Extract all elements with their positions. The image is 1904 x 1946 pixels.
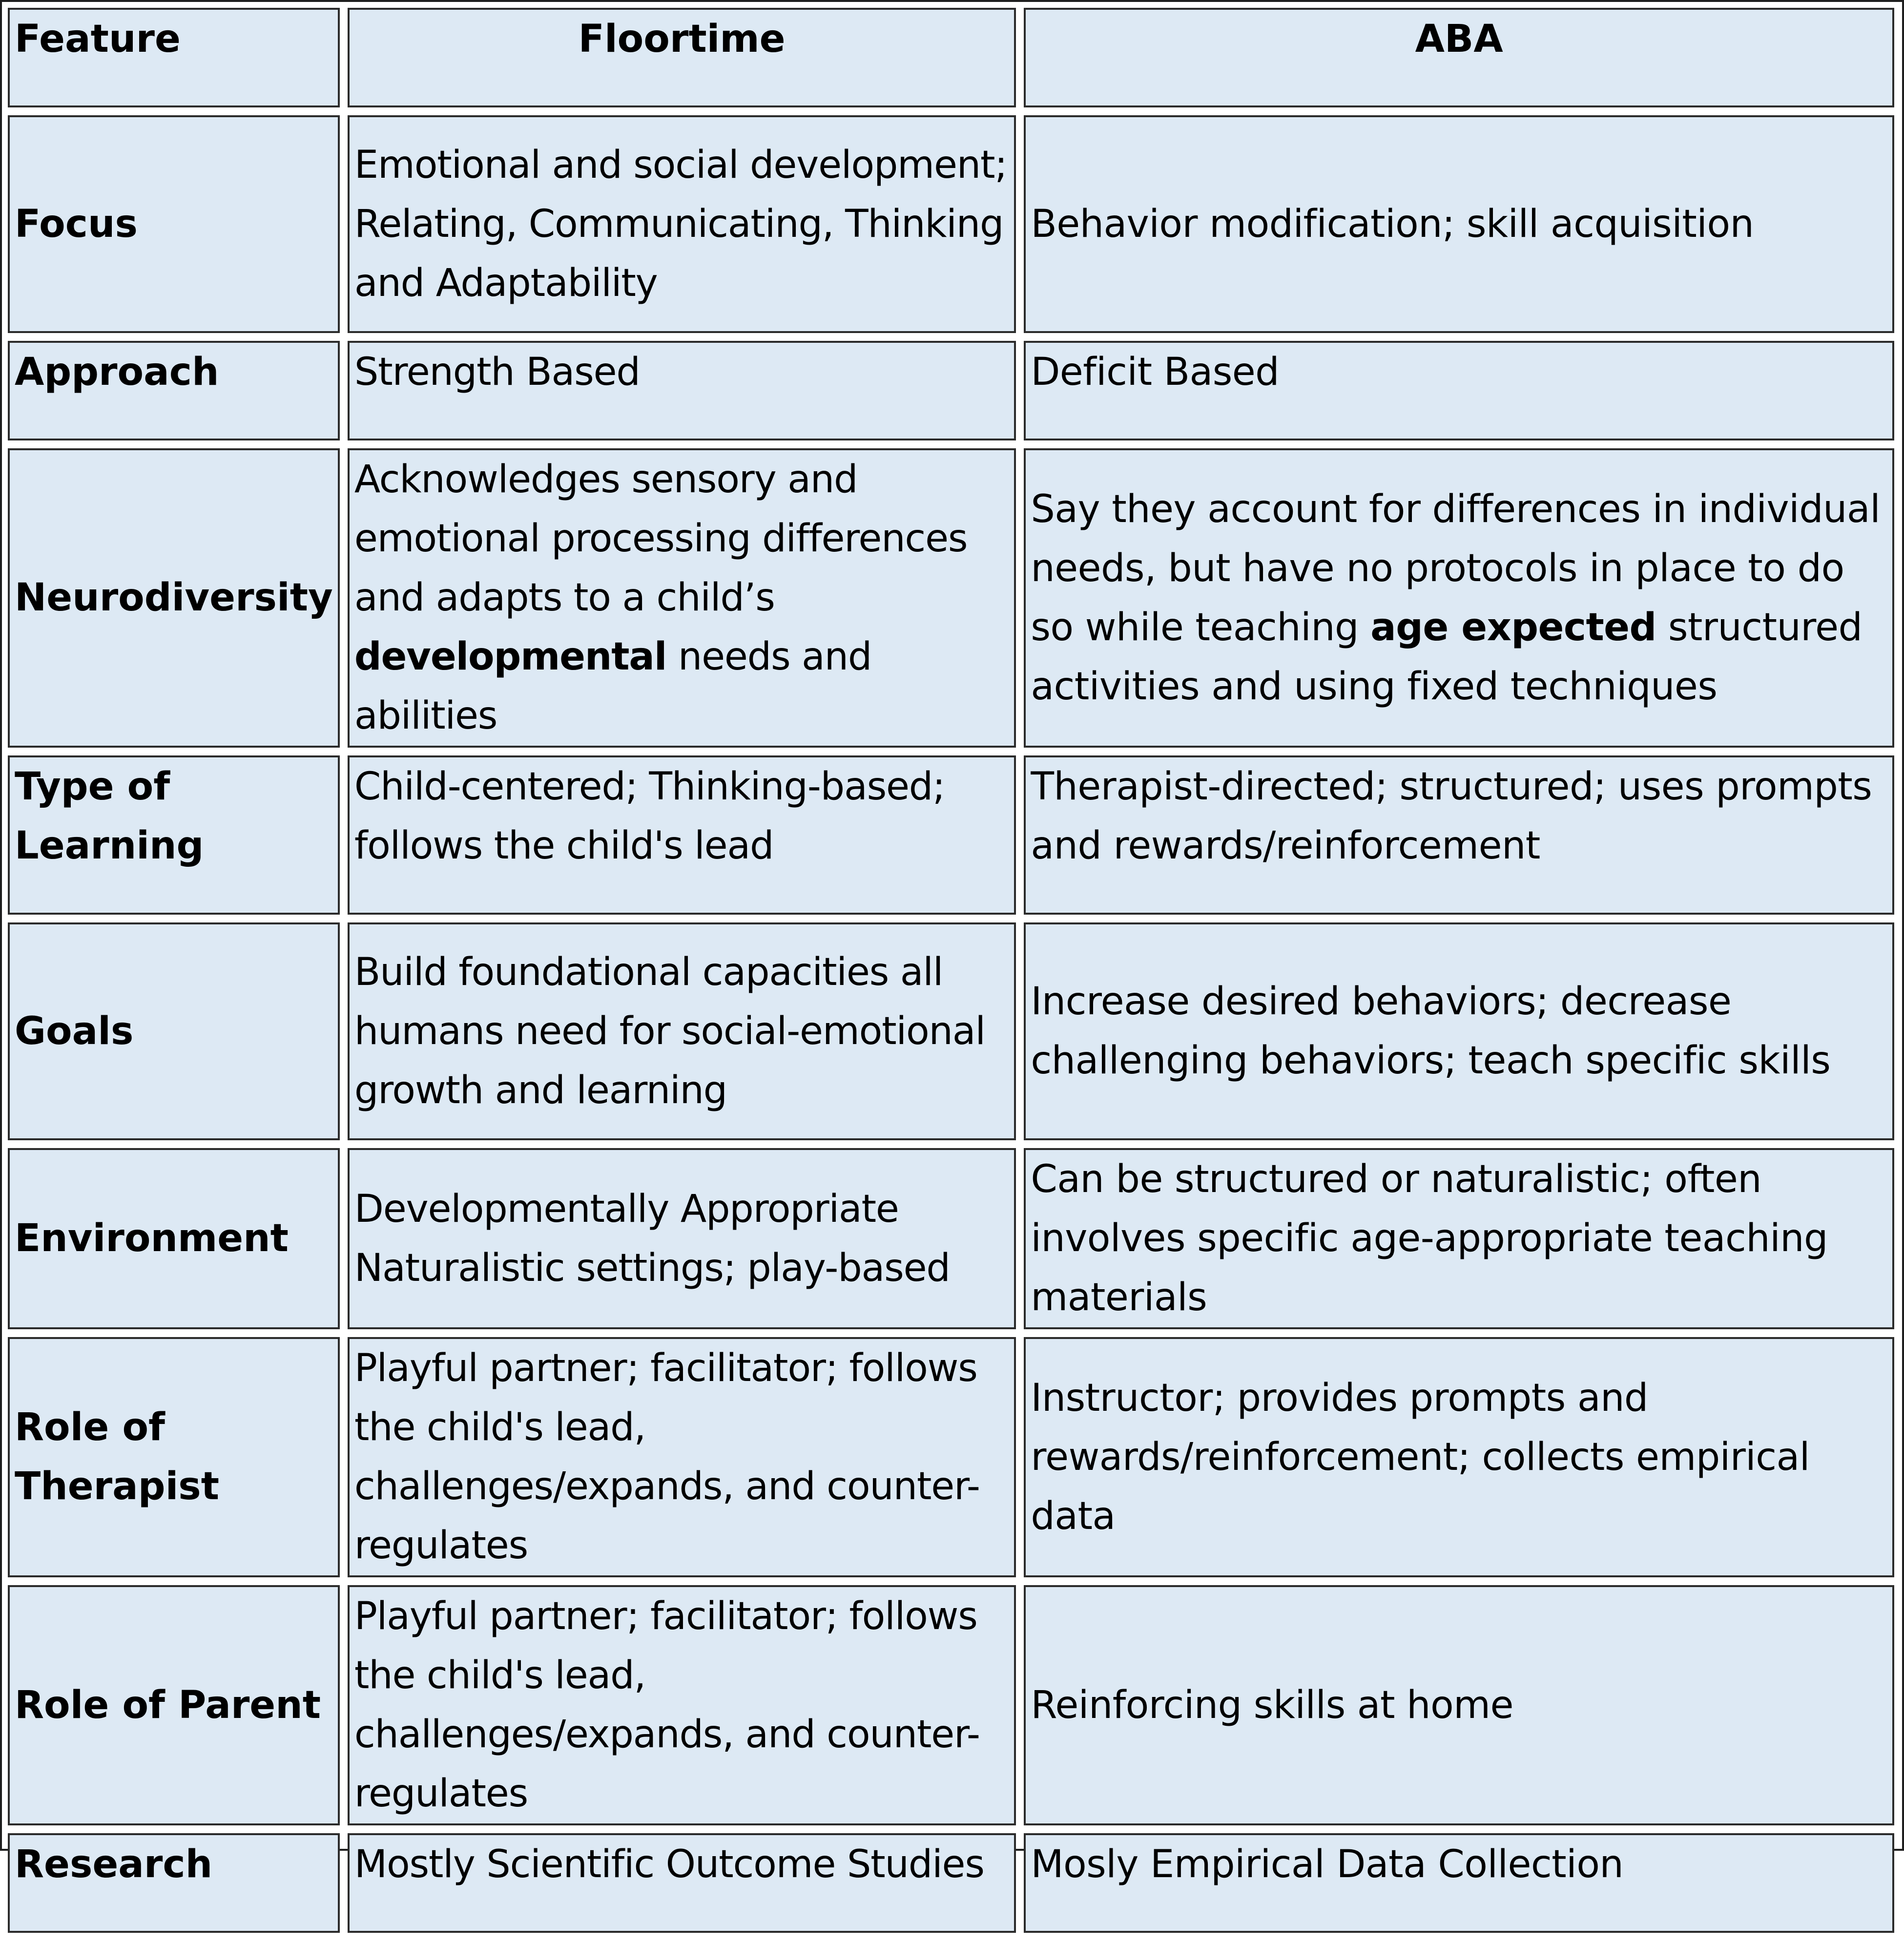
floortime-role-of-parent: Playful partner; facilitator; follows the child's lead, challenges/expands, and counter-regulates [348,1585,1016,1825]
table-row-type-of-learning [8,755,1894,915]
floortime-neurodiversity-emphasis: developmental [354,635,667,679]
row-label-neurodiversity: Neurodiversity [8,448,340,748]
table-row-neurodiversity [8,448,1894,748]
aba-role-of-therapist: Instructor; provides prompts and rewards/reinforcement; collects empirical data [1024,1337,1894,1577]
aba-research: Mosly Empirical Data Collection [1024,1833,1894,1933]
floortime-type-of-learning: Child-centered; Thinking-based; follows the child's lead [348,755,1016,915]
header-aba: ABA [1024,8,1894,107]
table-row-role-of-parent [8,1585,1894,1825]
aba-type-of-learning: Therapist-directed; structured; uses prompts and rewards/reinforcement [1024,755,1894,915]
floortime-focus: Emotional and social development; Relating, Communicating, Thinking and Adaptability [348,115,1016,333]
floortime-neurodiversity-text-2: needs and abilities [354,635,872,738]
floortime-role-of-therapist: Playful partner; facilitator; follows the child's lead, challenges/expands, and counter-regulates [348,1337,1016,1577]
row-label-environment: Environment [8,1148,340,1329]
aba-focus: Behavior modification; skill acquisition [1024,115,1894,333]
table-row-research [8,1833,1894,1933]
row-label-research: Research [8,1833,340,1933]
aba-goals: Increase desired behaviors; decrease challenging behaviors; teach specific skills [1024,922,1894,1140]
table-row-goals [8,922,1894,1140]
row-label-role-of-therapist: Role of Therapist [8,1337,340,1577]
row-label-type-of-learning: Type of Learning [8,755,340,915]
table-row-role-of-therapist [8,1337,1894,1577]
floortime-environment: Developmentally Appropriate Naturalistic settings; play-based [348,1148,1016,1329]
table-row-environment [8,1148,1894,1329]
row-label-approach: Approach [8,341,340,440]
floortime-goals: Build foundational capacities all humans need for social-emotional growth and learning [348,922,1016,1140]
floortime-approach: Strength Based [348,341,1016,440]
floortime-neurodiversity [348,448,1016,748]
aba-neurodiversity-emphasis: age expected [1370,605,1656,649]
table-row-approach [8,341,1894,440]
row-label-goals: Goals [8,922,340,1140]
floortime-neurodiversity-text-1: Acknowledges sensory and emotional processing differences and adapts to a child’s [354,458,968,620]
table-header-row [8,8,1894,107]
aba-neurodiversity-text-1: Say they account for differences in individual needs, but have no protocols in place to do so while teaching [1031,487,1881,649]
aba-neurodiversity-text-2: structured activities and using fixed techniques [1031,605,1863,709]
header-floortime: Floortime [348,8,1016,107]
table-row-focus [8,115,1894,333]
aba-environment: Can be structured or naturalistic; often involves specific age-appropriate teaching materials [1024,1148,1894,1329]
row-label-role-of-parent: Role of Parent [8,1585,340,1825]
aba-neurodiversity [1024,448,1894,748]
row-label-focus: Focus [8,115,340,333]
header-feature: Feature [8,8,340,107]
aba-role-of-parent: Reinforcing skills at home [1024,1585,1894,1825]
aba-approach: Deficit Based [1024,341,1894,440]
floortime-research: Mostly Scientific Outcome Studies [348,1833,1016,1933]
